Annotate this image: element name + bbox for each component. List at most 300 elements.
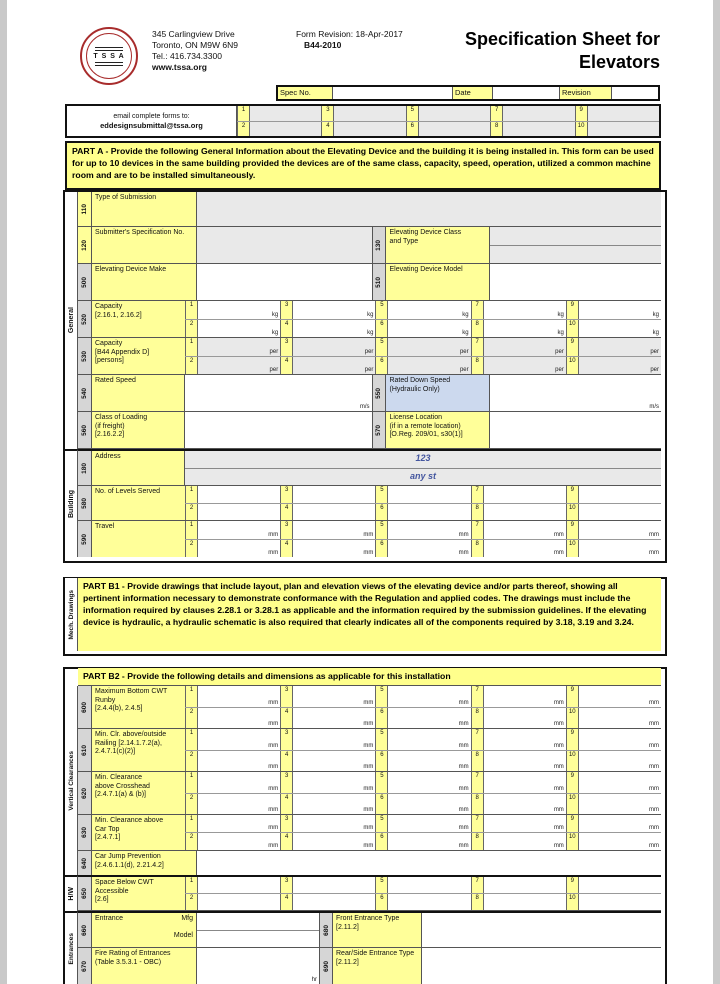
input-cell[interactable]: [503, 122, 574, 137]
cell-number: 4: [280, 504, 293, 521]
row-code: 580: [78, 486, 92, 520]
rear-side-entrance-type-field[interactable]: [422, 948, 661, 984]
cell-number: 2: [185, 708, 198, 729]
input-cell[interactable]: [388, 751, 470, 772]
unit-label: mm: [458, 764, 469, 770]
unit-label: mm: [363, 764, 374, 770]
row-code: 550: [373, 375, 387, 411]
unit-label: mm: [268, 550, 279, 556]
row-label: Car Jump Prevention [2.4.6.1.1(d), 2.21.4.2]: [92, 851, 197, 875]
unit-label: kg: [462, 330, 469, 336]
unit-label: mm: [553, 699, 564, 706]
input-cell[interactable]: [198, 877, 280, 893]
input-cell[interactable]: [579, 729, 661, 750]
rated-down-speed-field[interactable]: [490, 375, 661, 411]
input-cell[interactable]: [484, 301, 566, 319]
unit-label: kg: [652, 311, 660, 318]
input-cell[interactable]: [293, 794, 375, 815]
cell-number: 8: [471, 540, 484, 558]
unit-label: mm: [363, 699, 374, 706]
input-cell[interactable]: [579, 751, 661, 772]
page-title: Specification Sheet for Elevators: [464, 29, 660, 72]
input-cell[interactable]: [388, 833, 470, 850]
logo-text: T S S A: [93, 52, 125, 60]
input-cell[interactable]: [198, 772, 280, 793]
device-number: 5: [406, 106, 419, 121]
spec-no-field[interactable]: [333, 87, 453, 99]
cell-number: 1: [185, 338, 198, 356]
row-code: 130: [373, 227, 387, 263]
row-650: [78, 875, 661, 911]
unit-label: mm: [458, 785, 469, 792]
cell-number: 6: [375, 320, 388, 338]
unit-label: mm: [268, 531, 279, 538]
input-cell[interactable]: [198, 708, 280, 729]
input-cell[interactable]: [293, 521, 375, 539]
unit-label: mm: [649, 825, 660, 831]
row-label: License Location (if in a remote location) [O.Reg. 209/01, s30(1)]: [386, 412, 490, 448]
date-label: Date: [453, 87, 493, 99]
input-cell[interactable]: [484, 686, 566, 707]
spec-no-label: Spec No.: [278, 87, 333, 99]
input-cell[interactable]: [579, 320, 661, 338]
row-620: [78, 772, 661, 815]
device-class-type-fields: [490, 227, 661, 263]
row-670-690: [78, 948, 661, 984]
unit-label: mm: [268, 843, 279, 849]
input-cell[interactable]: [198, 751, 280, 772]
input-cell[interactable]: [484, 751, 566, 772]
row-code: 540: [78, 375, 92, 411]
cell-number: 3: [280, 338, 293, 356]
front-entrance-type-field[interactable]: [422, 913, 661, 947]
input-cell[interactable]: [293, 729, 375, 750]
unit-label: mm: [458, 807, 469, 813]
cell-number: 1: [185, 521, 198, 539]
row-590: [78, 521, 661, 557]
row-label: Submitter's Specification No.: [92, 227, 197, 263]
input-cell[interactable]: [503, 106, 574, 121]
input-cell[interactable]: [579, 894, 661, 910]
email-box: [65, 104, 661, 138]
fire-rating-field[interactable]: [197, 948, 320, 984]
unit-label: mm: [268, 742, 279, 749]
input-cell[interactable]: [579, 540, 661, 558]
cell-number: 3: [280, 486, 293, 503]
cell-number: 6: [375, 833, 388, 850]
row-code: 120: [78, 227, 92, 263]
input-cell[interactable]: [388, 540, 470, 558]
cell-number: 3: [280, 815, 293, 832]
row-code: 560: [78, 412, 92, 448]
row-code: 530: [78, 338, 92, 374]
mfg-label: Mfg: [181, 915, 193, 922]
input-cell[interactable]: [484, 708, 566, 729]
input-cell[interactable]: [579, 486, 661, 503]
address-line: Toronto, ON M9W 6N9: [152, 40, 238, 50]
input-cell[interactable]: [198, 521, 280, 539]
input-cell[interactable]: [484, 894, 566, 910]
input-cell[interactable]: [588, 106, 659, 121]
unit-label: mm: [363, 785, 374, 792]
input-cell[interactable]: [293, 894, 375, 910]
input-cell[interactable]: [198, 357, 280, 375]
input-cell[interactable]: [198, 320, 280, 338]
cell-number: 6: [375, 794, 388, 815]
input-cell[interactable]: [293, 877, 375, 893]
input-cell[interactable]: [484, 772, 566, 793]
input-cell[interactable]: [579, 521, 661, 539]
input-cell[interactable]: [484, 521, 566, 539]
input-cell[interactable]: [484, 504, 566, 521]
cell-number: 2: [185, 894, 198, 910]
rated-speed-field[interactable]: [185, 375, 373, 411]
row-label: Capacity [2.16.1, 2.16.2]: [92, 301, 185, 337]
row-code: 590: [78, 521, 92, 557]
input-cell[interactable]: [579, 504, 661, 521]
section-building: Building: [65, 449, 78, 557]
input-cell[interactable]: [388, 815, 470, 832]
input-cell[interactable]: [484, 877, 566, 893]
unit-label: mm: [458, 843, 469, 849]
unit-label: mm: [553, 807, 564, 813]
input-cell[interactable]: [579, 301, 661, 319]
input-cell[interactable]: [579, 772, 661, 793]
input-cell[interactable]: [484, 540, 566, 558]
row-label: Address: [92, 451, 185, 485]
cell-number: 8: [471, 833, 484, 850]
input-cell[interactable]: [419, 122, 490, 137]
unit-label: mm: [649, 785, 660, 792]
unit-label: mm: [268, 764, 279, 770]
cell-number: 8: [471, 894, 484, 910]
cell-number: 2: [185, 540, 198, 558]
input-cell[interactable]: [293, 708, 375, 729]
row-label: Elevating Device Class and Type: [386, 227, 490, 263]
cell-number: 5: [375, 521, 388, 539]
input-cell[interactable]: [293, 320, 375, 338]
unit-label: mm: [649, 764, 660, 770]
input-cell[interactable]: [198, 504, 280, 521]
unit-label: kg: [271, 330, 279, 336]
input-cell[interactable]: [293, 301, 375, 319]
cell-number: 7: [471, 815, 484, 832]
cell-number: 7: [471, 301, 484, 319]
input-cell[interactable]: [250, 122, 321, 137]
input-cell[interactable]: [579, 357, 661, 375]
input-cell[interactable]: [388, 894, 470, 910]
capacity-kg-grid: [185, 301, 661, 337]
device-number: 10: [575, 122, 588, 137]
input-cell[interactable]: [198, 301, 280, 319]
unit-label: m/s: [359, 404, 370, 410]
input-cell[interactable]: [388, 877, 470, 893]
input-cell[interactable]: [484, 833, 566, 850]
input-cell[interactable]: [293, 772, 375, 793]
input-cell[interactable]: [484, 357, 566, 375]
crosshead-clearance-grid: [185, 772, 661, 814]
input-cell[interactable]: [293, 751, 375, 772]
spec-strip: [276, 85, 660, 101]
input-cell[interactable]: [388, 708, 470, 729]
cell-number: 5: [375, 486, 388, 503]
cell-number: 10: [566, 357, 579, 375]
model-label: Model: [173, 932, 193, 939]
input-cell[interactable]: [484, 794, 566, 815]
cell-number: 3: [280, 301, 293, 319]
unit-label: mm: [649, 843, 660, 849]
input-cell[interactable]: [388, 729, 470, 750]
input-cell[interactable]: [198, 686, 280, 707]
input-cell[interactable]: [388, 521, 470, 539]
cell-number: 8: [471, 357, 484, 375]
cell-number: 3: [280, 729, 293, 750]
input-cell[interactable]: [579, 833, 661, 850]
row-530: [78, 338, 661, 375]
device-make-field[interactable]: [197, 264, 373, 300]
part-b2-header: PART B2 - Provide the following details and dimensions as applicable for this installation: [78, 668, 661, 686]
unit-label: mm: [268, 825, 279, 831]
device-number: 9: [575, 106, 588, 121]
cell-number: 5: [375, 772, 388, 793]
row-560-570: [78, 412, 661, 449]
unit-label: mm: [458, 825, 469, 831]
input-cell[interactable]: [419, 106, 490, 121]
cell-number: 2: [185, 504, 198, 521]
email-address: eddesignsubmittal@tssa.org: [100, 121, 203, 130]
form-revision-date: 18-Apr-2017: [355, 29, 403, 39]
input-cell[interactable]: [388, 794, 470, 815]
unit-label: per: [650, 348, 660, 355]
input-cell[interactable]: [293, 338, 375, 356]
cell-number: 5: [375, 686, 388, 707]
section-hw: H/W: [65, 875, 78, 911]
email-instruction: email complete forms to: eddesignsubmittal@tssa.org: [67, 106, 237, 136]
cell-number: 6: [375, 708, 388, 729]
input-cell[interactable]: [484, 338, 566, 356]
input-cell[interactable]: [198, 833, 280, 850]
unit-label: m/s: [649, 404, 660, 410]
input-cell[interactable]: [388, 338, 470, 356]
cell-number: 5: [375, 877, 388, 893]
row-label: Maximum Bottom CWT Runby [2.4.4(b), 2.4.5]: [92, 686, 185, 728]
cell-number: 7: [471, 877, 484, 893]
input-cell[interactable]: [293, 504, 375, 521]
unit-label: per: [459, 348, 469, 355]
row-540-550: [78, 375, 661, 412]
date-field[interactable]: [493, 87, 560, 99]
row-610: [78, 729, 661, 772]
unit-label: mm: [553, 764, 564, 770]
travel-grid: [185, 521, 661, 557]
row-label: Space Below CWT Accessible [2.6]: [92, 877, 185, 910]
cell-number: 10: [566, 751, 579, 772]
row-label: Class of Loading (if freight) [2.16.2.2]: [92, 412, 185, 448]
row-label: Entrance Mfg Model: [92, 913, 197, 947]
unit-label: per: [555, 367, 564, 373]
cell-number: 1: [185, 772, 198, 793]
cell-number: 9: [566, 486, 579, 503]
cell-number: 9: [566, 338, 579, 356]
cell-number: 1: [185, 686, 198, 707]
website-text: www.tssa.org: [152, 62, 207, 72]
cell-number: 7: [471, 486, 484, 503]
row-code: 680: [320, 913, 333, 947]
submitter-spec-no-field[interactable]: [197, 227, 373, 263]
unit-label: kg: [271, 311, 279, 318]
input-cell[interactable]: [484, 729, 566, 750]
cell-number: 7: [471, 686, 484, 707]
input-cell[interactable]: [484, 815, 566, 832]
unit-label: kg: [367, 330, 374, 336]
input-cell[interactable]: [579, 877, 661, 893]
row-code: 610: [78, 729, 92, 771]
input-cell[interactable]: [198, 815, 280, 832]
cell-number: 10: [566, 320, 579, 338]
device-model-field[interactable]: [490, 264, 661, 300]
input-cell[interactable]: [293, 686, 375, 707]
input-cell[interactable]: [484, 320, 566, 338]
cell-number: 8: [471, 320, 484, 338]
input-cell[interactable]: [293, 357, 375, 375]
entrance-model-field[interactable]: [197, 930, 319, 948]
unit-label: mm: [363, 742, 374, 749]
unit-label: mm: [649, 550, 660, 556]
unit-label: kg: [367, 311, 374, 318]
revision-field[interactable]: [612, 87, 658, 99]
input-cell[interactable]: [388, 320, 470, 338]
address-field-number[interactable]: [185, 451, 661, 468]
unit-label: hr: [311, 977, 317, 983]
row-520: [78, 301, 661, 338]
entrance-mfg-field[interactable]: [197, 913, 319, 930]
input-cell[interactable]: [293, 833, 375, 850]
address-line: 345 Carlingview Drive: [152, 29, 235, 39]
section-vertical-clearances: Vertical Clearances: [65, 686, 78, 875]
row-code: 670: [78, 948, 92, 984]
license-location-field[interactable]: [490, 412, 661, 448]
input-cell[interactable]: [334, 122, 405, 137]
device-number-grid: [237, 106, 659, 136]
unit-label: per: [555, 348, 564, 355]
input-cell[interactable]: [198, 894, 280, 910]
row-label: Elevating Device Model: [386, 264, 490, 300]
cell-number: 6: [375, 751, 388, 772]
cell-number: 4: [280, 751, 293, 772]
unit-label: mm: [553, 843, 564, 849]
input-cell[interactable]: [490, 245, 661, 264]
car-jump-prevention-field[interactable]: [197, 851, 661, 875]
input-cell[interactable]: [579, 708, 661, 729]
cell-number: 3: [280, 521, 293, 539]
unit-label: kg: [652, 330, 660, 336]
levels-served-grid: [185, 486, 661, 520]
row-label: Front Entrance Type [2.11.2]: [333, 913, 422, 947]
unit-label: mm: [268, 721, 279, 727]
unit-label: mm: [649, 531, 660, 538]
input-cell[interactable]: [293, 486, 375, 503]
input-cell[interactable]: [579, 338, 661, 356]
cell-number: 8: [471, 504, 484, 521]
cell-number: 2: [185, 320, 198, 338]
cell-number: 6: [375, 540, 388, 558]
input-cell[interactable]: [198, 486, 280, 503]
row-code: 630: [78, 815, 92, 850]
input-cell[interactable]: [198, 338, 280, 356]
row-code: 640: [78, 851, 92, 875]
unit-label: mm: [268, 785, 279, 792]
cell-number: 7: [471, 729, 484, 750]
row-code: 520: [78, 301, 92, 337]
input-cell[interactable]: [388, 772, 470, 793]
input-cell[interactable]: [293, 815, 375, 832]
cell-number: 5: [375, 729, 388, 750]
input-cell[interactable]: [579, 686, 661, 707]
unit-label: mm: [363, 843, 374, 849]
unit-label: mm: [553, 550, 564, 556]
row-code: 690: [320, 948, 333, 984]
unit-label: mm: [553, 742, 564, 749]
unit-label: per: [459, 367, 469, 373]
address-field-street[interactable]: [185, 468, 661, 486]
cell-number: 8: [471, 708, 484, 729]
address-value: 123: [415, 453, 431, 463]
input-cell[interactable]: [579, 815, 661, 832]
input-cell[interactable]: [198, 540, 280, 558]
input-cell[interactable]: [484, 486, 566, 503]
row-label: No. of Levels Served: [92, 486, 185, 520]
unit-label: mm: [553, 531, 564, 538]
input-cell[interactable]: [388, 486, 470, 503]
type-of-submission-field[interactable]: [197, 192, 661, 226]
row-label: Capacity [B44 Appendix D] [persons]: [92, 338, 185, 374]
cell-number: 10: [566, 794, 579, 815]
cell-number: 7: [471, 338, 484, 356]
input-cell[interactable]: [198, 794, 280, 815]
input-cell[interactable]: [588, 122, 659, 137]
input-cell[interactable]: [388, 504, 470, 521]
device-number: 4: [321, 122, 334, 137]
space-below-cwt-grid: [185, 877, 661, 910]
section-general: General: [65, 192, 78, 449]
unit-label: per: [364, 367, 374, 373]
unit-label: kg: [557, 311, 564, 318]
input-cell[interactable]: [388, 357, 470, 375]
input-cell[interactable]: [388, 686, 470, 707]
cell-number: 4: [280, 540, 293, 558]
input-cell[interactable]: [250, 106, 321, 121]
row-500-510: [78, 264, 661, 301]
row-label: Rated Down Speed (Hydraulic Only): [386, 375, 490, 411]
device-number: 6: [406, 122, 419, 137]
cell-number: 1: [185, 877, 198, 893]
cell-number: 10: [566, 504, 579, 521]
device-number: 1: [237, 106, 250, 121]
input-cell[interactable]: [388, 301, 470, 319]
cell-number: 4: [280, 894, 293, 910]
cell-number: 3: [280, 686, 293, 707]
input-cell[interactable]: [579, 794, 661, 815]
input-cell[interactable]: [490, 227, 661, 245]
revision-label: Revision: [560, 87, 612, 99]
input-cell[interactable]: [198, 729, 280, 750]
class-of-loading-field[interactable]: [185, 412, 373, 448]
row-code: 180: [78, 451, 92, 485]
input-cell[interactable]: [293, 540, 375, 558]
tssa-address-block: [152, 29, 238, 73]
cwt-runby-grid: [185, 686, 661, 728]
input-cell[interactable]: [334, 106, 405, 121]
